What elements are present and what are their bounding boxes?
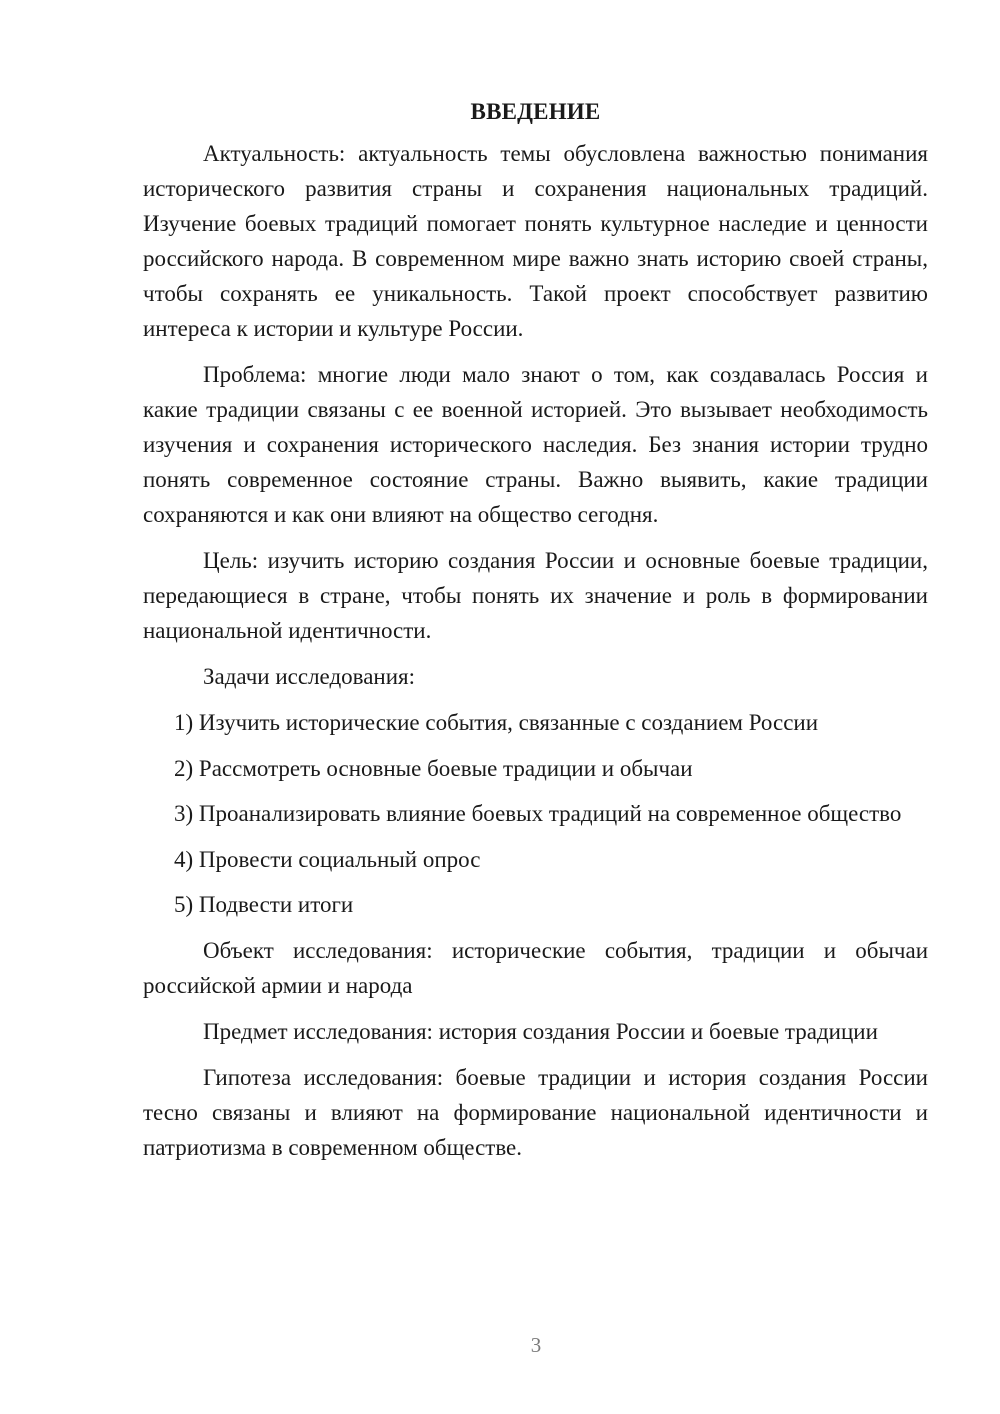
section-title: ВВЕДЕНИЕ <box>470 99 601 124</box>
task-item: 3) Проанализировать влияние боевых традиций на современное общество <box>174 801 902 826</box>
paragraph-goal: Цель: изучить историю создания России и основные боевые традиции, передающиеся в стране, чтобы понять их значение и роль в формировании национальной идентичности. <box>143 548 928 643</box>
paragraph-problem: Проблема: многие люди мало знают о том, как создавалась Россия и какие традиции связаны с ее военной историей. Это вызывает необходимость изучения и сохранения исторического наследия. Без знания истории трудно понять современное состояние страны. Важно выявить, какие традиции сохраняются и как они влияют на общество сегодня. <box>143 362 928 527</box>
paragraph-tasks-heading: Задачи исследования: <box>203 664 416 689</box>
document-page <box>143 95 928 1176</box>
page-number: 3 <box>530 1333 542 1357</box>
tasks-list <box>143 705 928 922</box>
paragraph-hypothesis: Гипотеза исследования: боевые традиции и история создания России тесно связаны и влияют на формирование национальной идентичности и патриотизма в современном обществе. <box>143 1064 928 1160</box>
task-item: 4) Провести социальный опрос <box>174 846 481 872</box>
task-item: 5) Подвести итоги <box>174 892 354 917</box>
paragraph-relevance: Актуальность: актуальность темы обусловлена важностью понимания исторического развития страны и сохранения национальных традиций. Изучение боевых традиций помогает понять культурное наследие и ценности российского народа. В современном мире важно знать историю своей страны, чтобы сохранять ее уникальность. Такой проект способствует развитию интереса к истории и культуре России. <box>143 141 928 341</box>
paragraph-object: Объект исследования: исторические события, традиции и обычаи российской армии и народа <box>143 937 928 998</box>
task-item: 1) Изучить исторические события, связанные с созданием России <box>174 710 819 735</box>
task-item: 2) Рассмотреть основные боевые традиции и обычаи <box>174 755 693 781</box>
paragraph-subject: Предмет исследования: история создания России и боевые традиции <box>203 1018 878 1044</box>
